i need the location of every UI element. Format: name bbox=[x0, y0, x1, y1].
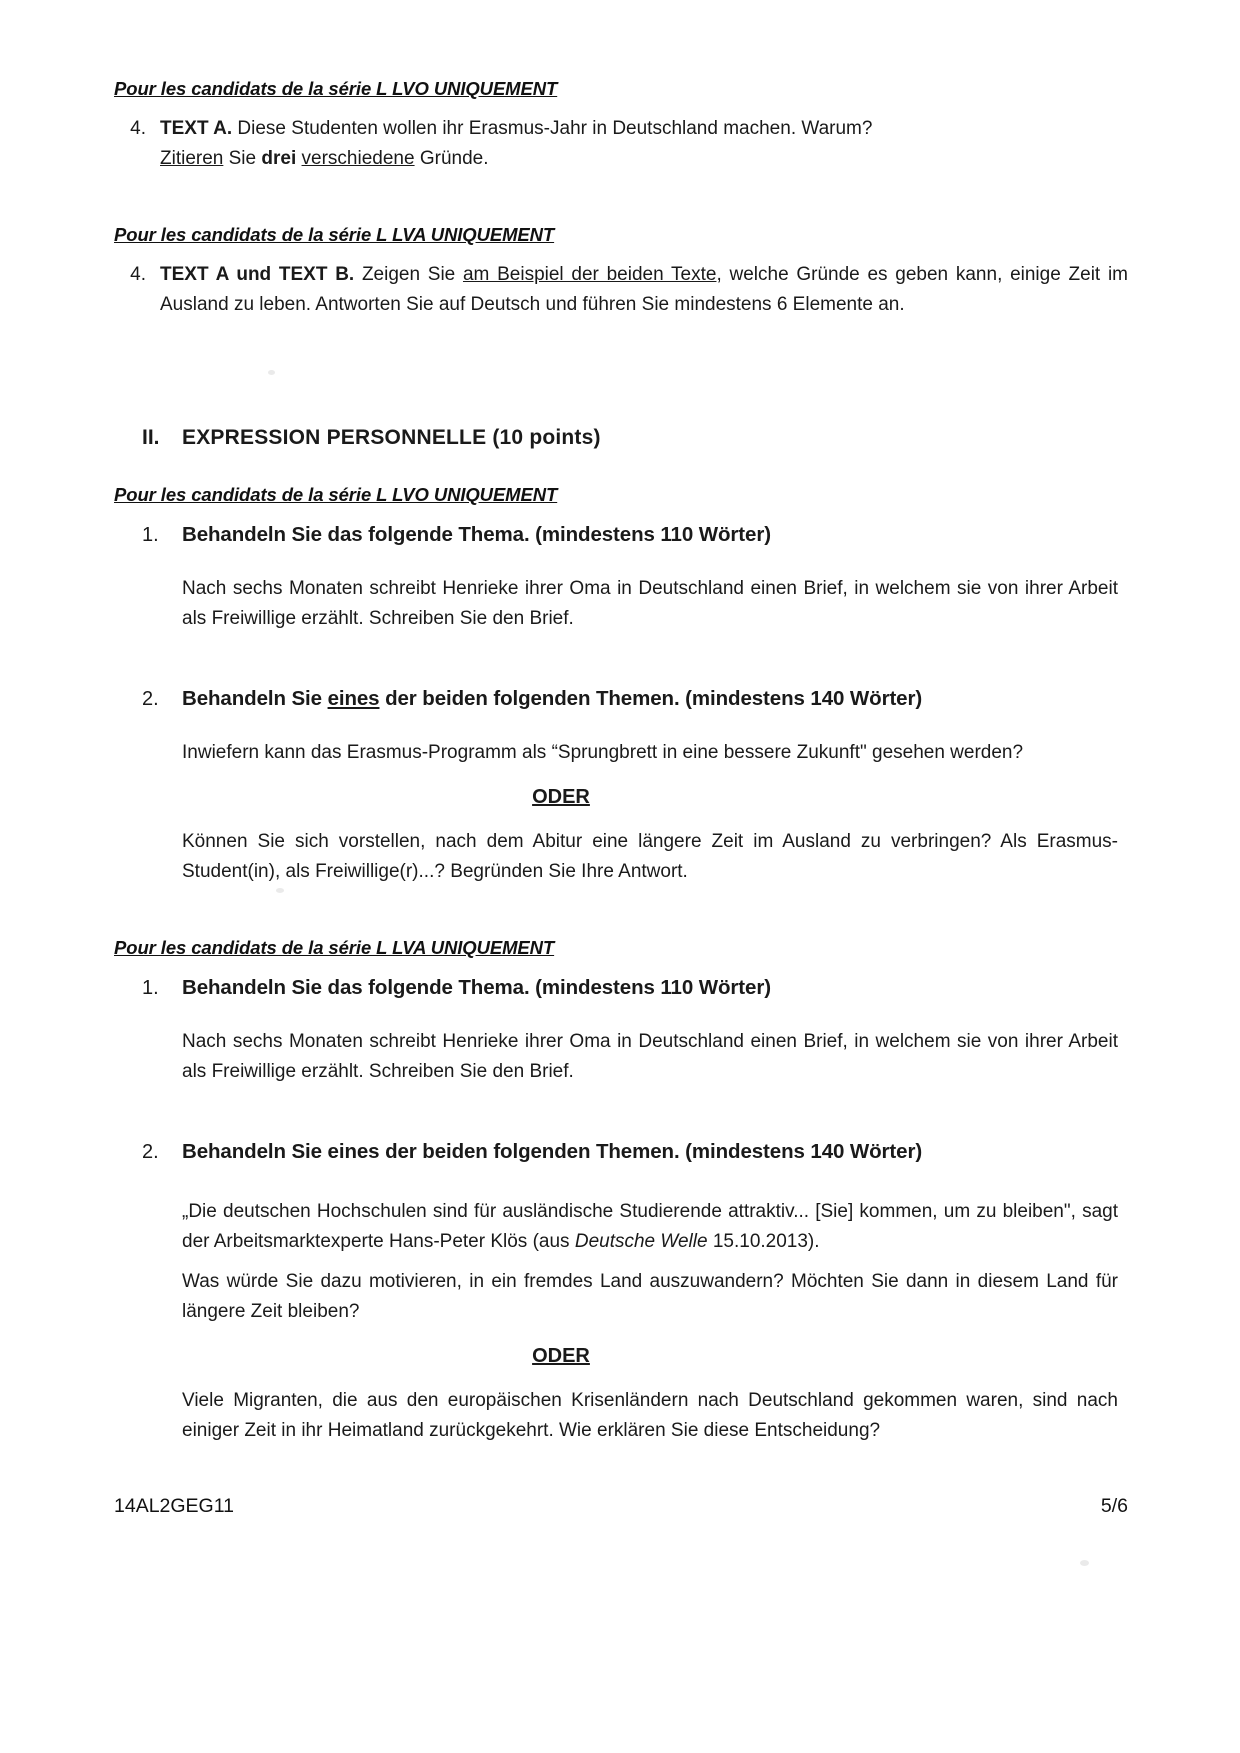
question-4-lvo bbox=[114, 114, 1128, 174]
spacer bbox=[114, 330, 1128, 386]
question-body bbox=[160, 260, 1128, 320]
question-word-zitieren: Zitieren bbox=[160, 148, 224, 169]
section-ii-heading bbox=[114, 426, 1128, 450]
footer-page-number: 5/6 bbox=[1100, 1495, 1128, 1517]
spacer bbox=[114, 644, 1128, 684]
task-number: 2. bbox=[142, 688, 159, 710]
task-title-part2: der beiden folgenden Themen. (mindestens 140 Wörter) bbox=[379, 687, 923, 710]
question-text: Diese Studenten wollen ihr Erasmus-Jahr in Deutschland machen. Warum? bbox=[232, 118, 873, 139]
quote-source: Deutsche Welle bbox=[574, 1231, 708, 1252]
spacer bbox=[114, 897, 1128, 937]
question-text-end: Gründe. bbox=[414, 148, 489, 169]
spacer bbox=[114, 1173, 1128, 1197]
task-title-emphasis: eines bbox=[327, 687, 380, 710]
task-title: Behandeln Sie das folgende Thema. (mindestens 110 Wörter) bbox=[182, 523, 771, 546]
lva-task-2-option-b: Viele Migranten, die aus den europäischen Krisenländern nach Deutschland gekommen waren, sind nach einiger Zeit in ihr Heimatland zurückgekehrt. Wie erklären Sie diese Entscheidung? bbox=[182, 1390, 1118, 1441]
section-heading-lvo-expression: Pour les candidats de la série L LVO UNIQUEMENT bbox=[114, 484, 558, 505]
spacer bbox=[114, 386, 1128, 426]
spacer bbox=[114, 720, 1128, 738]
section-heading-lva-text-ab: Pour les candidats de la série L LVA UNIQUEMENT bbox=[114, 224, 555, 245]
lvo-task-1 bbox=[114, 520, 1128, 550]
task-title-part1: Behandeln Sie bbox=[182, 687, 328, 710]
page-footer bbox=[114, 1495, 1128, 1518]
lva-task-1-body: Nach sechs Monaten schreibt Henrieke ihrer Oma in Deutschland einen Brief, in welchem sie von ihrer Arbeit als Freiwillige erzählt. Schreiben Sie den Brief. bbox=[182, 1031, 1118, 1082]
question-lead: TEXT A und TEXT B. bbox=[160, 264, 355, 285]
spacer bbox=[114, 1009, 1128, 1027]
question-word-drei: drei bbox=[261, 148, 297, 169]
question-word-verschiedene: verschiedene bbox=[301, 148, 415, 169]
section-numeral: II. bbox=[142, 426, 160, 449]
question-number: 4. bbox=[130, 264, 146, 285]
question-number: 4. bbox=[130, 118, 146, 139]
task-title: Behandeln Sie eines der beiden folgenden Themen. (mindestens 140 Wörter) bbox=[182, 1140, 923, 1163]
task-title: Behandeln Sie das folgende Thema. (mindestens 110 Wörter) bbox=[182, 976, 771, 999]
document-content bbox=[114, 78, 1128, 1456]
spacer bbox=[114, 556, 1128, 574]
section-heading-lvo-text-a: Pour les candidats de la série L LVO UNIQUEMENT bbox=[114, 78, 558, 99]
lvo-task-1-body: Nach sechs Monaten schreibt Henrieke ihrer Oma in Deutschland einen Brief, in welchem sie von ihrer Arbeit als Freiwillige erzählt. Schreiben Sie den Brief. bbox=[182, 578, 1118, 629]
spacer bbox=[114, 184, 1128, 224]
question-underlined-phrase: am Beispiel der beiden Texte bbox=[462, 264, 717, 285]
question-body bbox=[160, 114, 1128, 174]
question-lead: TEXT A. bbox=[160, 118, 233, 139]
lva-task-2 bbox=[114, 1137, 1128, 1167]
question-4-lva bbox=[114, 260, 1128, 320]
lvo-task-2-option-a: Inwiefern kann das Erasmus-Programm als “Sprungbrett in eine bessere Zukunft" gesehen werden? bbox=[182, 742, 1024, 763]
question-text: Zeigen Sie bbox=[354, 264, 463, 285]
lva-task-2-quote bbox=[114, 1197, 1128, 1257]
task-title bbox=[182, 684, 922, 714]
lvo-oder-separator: ODER bbox=[532, 786, 590, 808]
task-number: 1. bbox=[142, 977, 159, 999]
section-title: EXPRESSION PERSONNELLE (10 points) bbox=[182, 426, 601, 449]
lvo-task-2 bbox=[114, 684, 1128, 714]
spacer bbox=[114, 1097, 1128, 1137]
task-number: 2. bbox=[142, 1141, 159, 1163]
question-text-end: , welche Gründe es geben kann, einige Zeit im Ausland zu leben. Antworten Sie auf Deutsch und führen Sie mindestens 6 Elemente an. bbox=[160, 264, 1128, 315]
quote-part2: 15.10.2013). bbox=[707, 1231, 820, 1252]
lva-task-2-option-a: Was würde Sie dazu motivieren, in ein fremdes Land auszuwandern? Möchten Sie dann in diesem Land für längere Zeit bleiben? bbox=[182, 1271, 1118, 1322]
scan-artifact bbox=[1080, 1560, 1089, 1566]
task-number: 1. bbox=[142, 524, 159, 546]
lva-oder-separator: ODER bbox=[532, 1345, 590, 1367]
question-text-cont: Sie bbox=[223, 148, 262, 169]
lvo-task-2-option-b: Können Sie sich vorstellen, nach dem Abitur eine längere Zeit im Ausland zu verbringen? Als Erasmus-Student(in), als Freiwillige(r)...? Begründen Sie Ihre Antwort. bbox=[182, 831, 1118, 882]
lva-task-1 bbox=[114, 973, 1128, 1003]
section-heading-lva-expression: Pour les candidats de la série L LVA UNIQUEMENT bbox=[114, 937, 555, 958]
quote-part1: „Die deutschen Hochschulen sind für ausländische Studierende attraktiv... [Sie] kommen, um zu bleiben", sagt der Arbeitsmarktexperte Hans-Peter Klös (aus bbox=[182, 1201, 1118, 1252]
footer-exam-code: 14AL2GEG11 bbox=[114, 1495, 234, 1517]
